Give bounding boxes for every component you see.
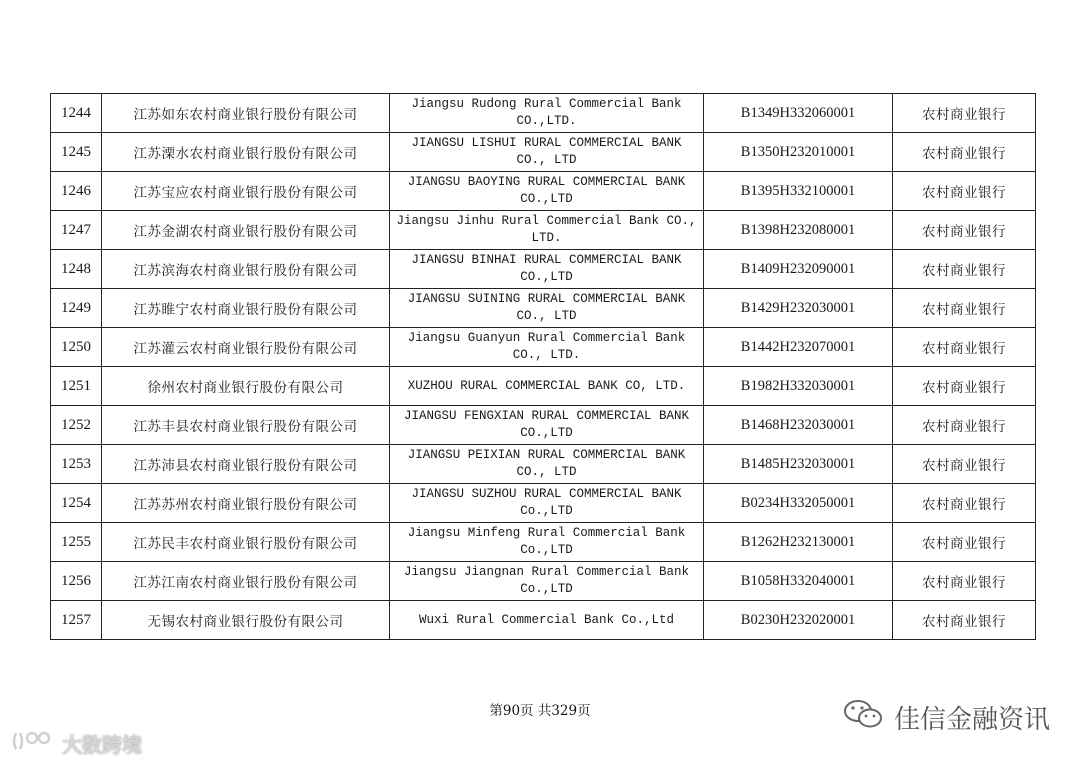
institution-code-cell: B1442H232070001: [704, 328, 893, 367]
chinese-name-cell: 江苏苏州农村商业银行股份有限公司: [102, 484, 390, 523]
table-row: [51, 445, 1036, 484]
institution-code-cell: B1349H332060001: [704, 94, 893, 133]
english-name-cell: JIANGSU LISHUI RURAL COMMERCIAL BANK CO., LTD: [390, 133, 704, 172]
row-number-cell: 1249: [51, 289, 102, 328]
english-name-cell: JIANGSU SUINING RURAL COMMERCIAL BANK CO., LTD: [390, 289, 704, 328]
table-row: [51, 523, 1036, 562]
institution-type-cell: 农村商业银行: [893, 406, 1036, 445]
chinese-name-cell: 江苏宝应农村商业银行股份有限公司: [102, 172, 390, 211]
chinese-name-cell: 江苏丰县农村商业银行股份有限公司: [102, 406, 390, 445]
english-name-cell: Jiangsu Minfeng Rural Commercial Bank Co.,LTD: [390, 523, 704, 562]
table-row: [51, 289, 1036, 328]
table-row: [51, 94, 1036, 133]
row-number-cell: 1254: [51, 484, 102, 523]
english-name-cell: JIANGSU SUZHOU RURAL COMMERCIAL BANK Co.,LTD: [390, 484, 704, 523]
row-number-cell: 1257: [51, 601, 102, 640]
camera-logo-icon: [10, 729, 56, 758]
institution-type-cell: 农村商业银行: [893, 562, 1036, 601]
watermark-left: [10, 730, 142, 756]
table-row: [51, 406, 1036, 445]
chinese-name-cell: 江苏灌云农村商业银行股份有限公司: [102, 328, 390, 367]
english-name-cell: JIANGSU FENGXIAN RURAL COMMERCIAL BANK CO.,LTD: [390, 406, 704, 445]
chinese-name-cell: 江苏溧水农村商业银行股份有限公司: [102, 133, 390, 172]
institution-code-cell: B1409H232090001: [704, 250, 893, 289]
table-row: [51, 328, 1036, 367]
table-row: [51, 562, 1036, 601]
row-number-cell: 1244: [51, 94, 102, 133]
row-number-cell: 1250: [51, 328, 102, 367]
row-number-cell: 1248: [51, 250, 102, 289]
institution-code-cell: B0234H332050001: [704, 484, 893, 523]
institution-type-cell: 农村商业银行: [893, 601, 1036, 640]
institution-code-cell: B1982H332030001: [704, 367, 893, 406]
row-number-cell: 1251: [51, 367, 102, 406]
english-name-cell: JIANGSU BINHAI RURAL COMMERCIAL BANK CO.,LTD: [390, 250, 704, 289]
table-row: [51, 172, 1036, 211]
row-number-cell: 1246: [51, 172, 102, 211]
chinese-name-cell: 江苏睢宁农村商业银行股份有限公司: [102, 289, 390, 328]
wechat-icon: [842, 697, 886, 738]
english-name-cell: Jiangsu Guanyun Rural Commercial Bank CO., LTD.: [390, 328, 704, 367]
chinese-name-cell: 江苏江南农村商业银行股份有限公司: [102, 562, 390, 601]
english-name-cell: Jiangsu Jiangnan Rural Commercial Bank Co.,LTD: [390, 562, 704, 601]
institution-type-cell: 农村商业银行: [893, 445, 1036, 484]
institution-code-cell: B1485H232030001: [704, 445, 893, 484]
institution-type-cell: 农村商业银行: [893, 250, 1036, 289]
row-number-cell: 1252: [51, 406, 102, 445]
chinese-name-cell: 江苏金湖农村商业银行股份有限公司: [102, 211, 390, 250]
bank-table: [50, 93, 1036, 640]
chinese-name-cell: 江苏如东农村商业银行股份有限公司: [102, 94, 390, 133]
institution-code-cell: B1429H232030001: [704, 289, 893, 328]
english-name-cell: XUZHOU RURAL COMMERCIAL BANK CO, LTD.: [390, 367, 704, 406]
row-number-cell: 1247: [51, 211, 102, 250]
institution-type-cell: 农村商业银行: [893, 94, 1036, 133]
table-row: [51, 601, 1036, 640]
page-footer: 第90页 共329页: [489, 703, 591, 719]
table-row: [51, 211, 1036, 250]
row-number-cell: 1256: [51, 562, 102, 601]
institution-type-cell: 农村商业银行: [893, 211, 1036, 250]
institution-type-cell: 农村商业银行: [893, 523, 1036, 562]
english-name-cell: JIANGSU PEIXIAN RURAL COMMERCIAL BANK CO., LTD: [390, 445, 704, 484]
english-name-cell: Wuxi Rural Commercial Bank Co.,Ltd: [390, 601, 704, 640]
table-row: [51, 250, 1036, 289]
table-row: [51, 484, 1036, 523]
english-name-cell: Jiangsu Jinhu Rural Commercial Bank CO., LTD.: [390, 211, 704, 250]
row-number-cell: 1245: [51, 133, 102, 172]
institution-code-cell: B0230H232020001: [704, 601, 893, 640]
institution-type-cell: 农村商业银行: [893, 133, 1036, 172]
institution-type-cell: 农村商业银行: [893, 172, 1036, 211]
chinese-name-cell: 徐州农村商业银行股份有限公司: [102, 367, 390, 406]
english-name-cell: Jiangsu Rudong Rural Commercial Bank CO.,LTD.: [390, 94, 704, 133]
table-row: [51, 133, 1036, 172]
bank-table-body: [51, 94, 1036, 640]
chinese-name-cell: 江苏民丰农村商业银行股份有限公司: [102, 523, 390, 562]
row-number-cell: 1255: [51, 523, 102, 562]
watermark-left-text: 大数跨境: [62, 732, 142, 757]
watermark-right: [842, 697, 1050, 737]
watermark-right-text: 佳信金融资讯: [893, 704, 1050, 735]
chinese-name-cell: 无锡农村商业银行股份有限公司: [102, 601, 390, 640]
institution-code-cell: B1468H232030001: [704, 406, 893, 445]
table-row: [51, 367, 1036, 406]
chinese-name-cell: 江苏滨海农村商业银行股份有限公司: [102, 250, 390, 289]
institution-type-cell: 农村商业银行: [893, 289, 1036, 328]
institution-code-cell: B1262H232130001: [704, 523, 893, 562]
institution-code-cell: B1398H232080001: [704, 211, 893, 250]
institution-type-cell: 农村商业银行: [893, 484, 1036, 523]
institution-type-cell: 农村商业银行: [893, 367, 1036, 406]
institution-type-cell: 农村商业银行: [893, 328, 1036, 367]
institution-code-cell: B1350H232010001: [704, 133, 893, 172]
institution-code-cell: B1395H332100001: [704, 172, 893, 211]
row-number-cell: 1253: [51, 445, 102, 484]
english-name-cell: JIANGSU BAOYING RURAL COMMERCIAL BANK CO.,LTD: [390, 172, 704, 211]
institution-code-cell: B1058H332040001: [704, 562, 893, 601]
chinese-name-cell: 江苏沛县农村商业银行股份有限公司: [102, 445, 390, 484]
